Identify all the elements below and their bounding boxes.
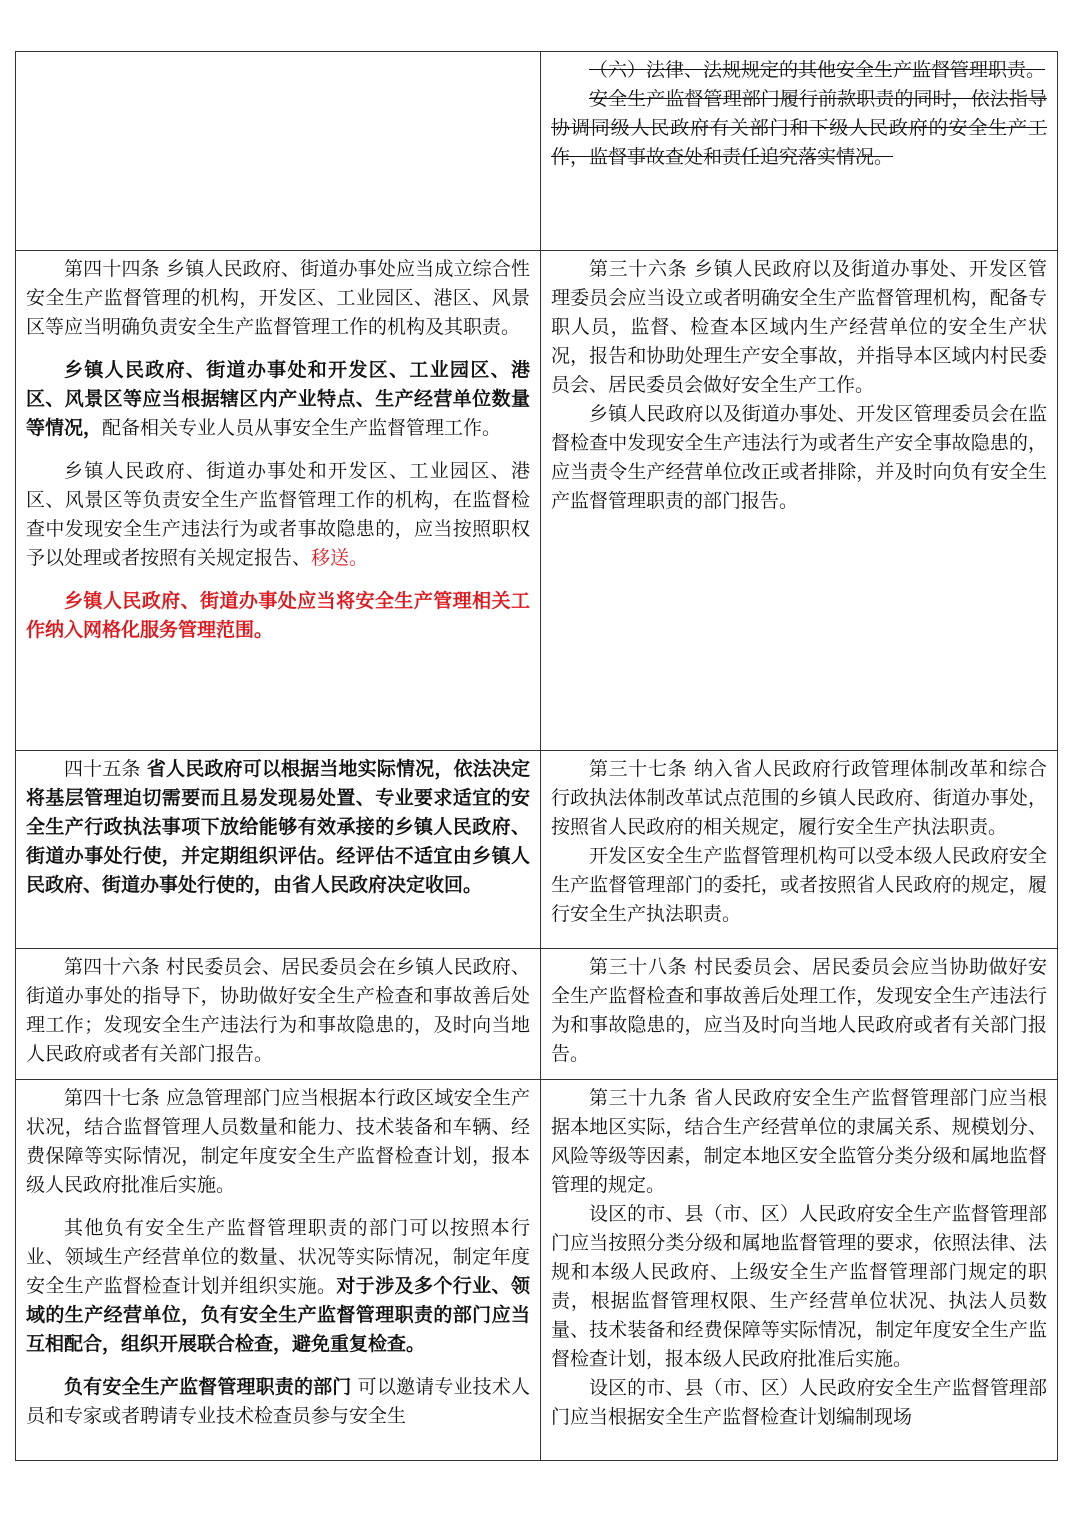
table-row bbox=[16, 1080, 1058, 1461]
left-cell bbox=[16, 949, 541, 1080]
red-bold-text: 乡镇人民政府、街道办事处应当将安全生产管理相关工作纳入网格化服务管理范围。 bbox=[26, 590, 530, 641]
paragraph: 设区的市、县（市、区）人民政府安全生产监督管理部门应当按照分类分级和属地监督管理的要求，依照法律、法规和本级人民政府、上级安全生产监督管理部门规定的职责，根据监督管理权限、生产经营单位状况、执法人员数量、技术装备和经费保障等实际情况，制定年度安全生产监督检查计划，报本级人民政府批准后实施。 bbox=[551, 1203, 1047, 1370]
paragraph bbox=[26, 356, 530, 443]
red-text: 移送。 bbox=[311, 547, 369, 569]
paragraph: 第四十四条 乡镇人民政府、街道办事处应当成立综合性安全生产监督管理的机构，开发区、工业园区、港区、风景区等应当明确负责安全生产监督管理工作的机构及其职责。 bbox=[26, 258, 530, 338]
paragraph: 第三十八条 村民委员会、居民委员会应当协助做好安全生产监督检查和事故善后处理工作，发现安全生产违法行为和事故隐患的，应当及时向当地人民政府或者有关部门报告。 bbox=[551, 956, 1047, 1065]
right-cell bbox=[541, 751, 1058, 949]
paragraph: 第三十七条 纳入省人民政府行政管理体制改革和综合行政执法体制改革试点范围的乡镇人民政府、街道办事处，按照省人民政府的相关规定，履行安全生产执法职责。 bbox=[551, 758, 1047, 838]
table-row bbox=[16, 949, 1058, 1080]
text: 四十五条 bbox=[64, 758, 147, 780]
table-row bbox=[16, 751, 1058, 949]
right-cell bbox=[541, 949, 1058, 1080]
paragraph: 乡镇人民政府以及街道办事处、开发区管理委员会在监督检查中发现安全生产违法行为或者生产安全事故隐患的，应当责令生产经营单位改正或者排除，并及时向负有安全生产监督管理职责的部门报告。 bbox=[551, 403, 1047, 512]
right-cell bbox=[541, 52, 1058, 251]
table-row bbox=[16, 251, 1058, 751]
table-row bbox=[16, 52, 1058, 251]
text: 配备相关专业人员从事安全生产监督管理工作。 bbox=[102, 417, 502, 439]
bold-text: 对于涉及多个行业、领域的生产经营单位，负有安全生产监督管理职责的部门应当互相配合，组织开展联合检查，避免重复检查。 bbox=[26, 1275, 530, 1355]
left-cell bbox=[16, 751, 541, 949]
text: 可以邀请专业技术人员和专家或者聘请专业技术检查员参与安全生 bbox=[26, 1376, 530, 1427]
paragraph: 安全生产监督管理部门履行前款职责的同时，依法指导协调同级人民政府有关部门和下级人民政府的安全生产工作，监督事故查处和责任追究落实情况。 bbox=[551, 88, 1047, 168]
text: 其他负有安全生产监督管理职责的部门可以按照本行业、领域生产经营单位的数量、状况等实际情况，制定年度安全生产监督检查计划并组织实施。 bbox=[26, 1217, 530, 1297]
comparison-table bbox=[15, 51, 1058, 1461]
paragraph: 开发区安全生产监督管理机构可以受本级人民政府安全生产监督管理部门的委托，或者按照省人民政府的规定，履行安全生产执法职责。 bbox=[551, 845, 1047, 925]
paragraph: 第四十七条 应急管理部门应当根据本行政区域安全生产状况，结合监督管理人员数量和能力、技术装备和车辆、经费保障等实际情况，制定年度安全生产监督检查计划，报本级人民政府批准后实施。 bbox=[26, 1087, 530, 1196]
right-cell bbox=[541, 1080, 1058, 1461]
bold-text: 负有安全生产监督管理职责的部门 bbox=[64, 1376, 352, 1398]
left-cell bbox=[16, 251, 541, 751]
paragraph bbox=[26, 457, 530, 573]
left-cell bbox=[16, 1080, 541, 1461]
paragraph bbox=[26, 587, 530, 645]
paragraph: 设区的市、县（市、区）人民政府安全生产监督管理部门应当根据安全生产监督检查计划编制现场 bbox=[551, 1377, 1047, 1428]
paragraph bbox=[26, 1214, 530, 1359]
left-cell bbox=[16, 52, 541, 251]
paragraph bbox=[26, 755, 530, 900]
paragraph: 第四十六条 村民委员会、居民委员会在乡镇人民政府、街道办事处的指导下，协助做好安全生产检查和事故善后处理工作；发现安全生产违法行为和事故隐患的，及时向当地人民政府或者有关部门报告。 bbox=[26, 956, 530, 1065]
paragraph: 第三十六条 乡镇人民政府以及街道办事处、开发区管理委员会应当设立或者明确安全生产监督管理机构，配备专职人员，监督、检查本区域内生产经营单位的安全生产状况，报告和协助处理生产安全事故，并指导本区域内村民委员会、居民委员会做好安全生产工作。 bbox=[551, 258, 1047, 396]
bold-text: 省人民政府可以根据当地实际情况，依法决定将基层管理迫切需要而且易发现易处置、专业要求适宜的安全生产行政执法事项下放给能够有效承接的乡镇人民政府、街道办事处行使，并定期组织评估。经评估不适宜由乡镇人民政府、街道办事处行使的，由省人民政府决定收回。 bbox=[26, 758, 530, 896]
paragraph: （六）法律、法规规定的其他安全生产监督管理职责。 bbox=[589, 59, 1046, 81]
right-cell bbox=[541, 251, 1058, 751]
paragraph: 第三十九条 省人民政府安全生产监督管理部门应当根据本地区实际，结合生产经营单位的隶属关系、规模划分、风险等级等因素，制定本地区安全监管分类分级和属地监督管理的规定。 bbox=[551, 1087, 1047, 1196]
text: 乡镇人民政府、街道办事处和开发区、工业园区、港区、风景区等负责安全生产监督管理工作的机构，在监督检查中发现安全生产违法行为或者事故隐患的，应当按照职权予以处理或者按照有关规定报告、 bbox=[26, 460, 530, 569]
bold-text: 乡镇人民政府、街道办事处和开发区、工业园区、港区、风景区等应当根据辖区内产业特点、生产经营单位数量等情况， bbox=[26, 359, 530, 439]
paragraph bbox=[26, 1373, 530, 1431]
